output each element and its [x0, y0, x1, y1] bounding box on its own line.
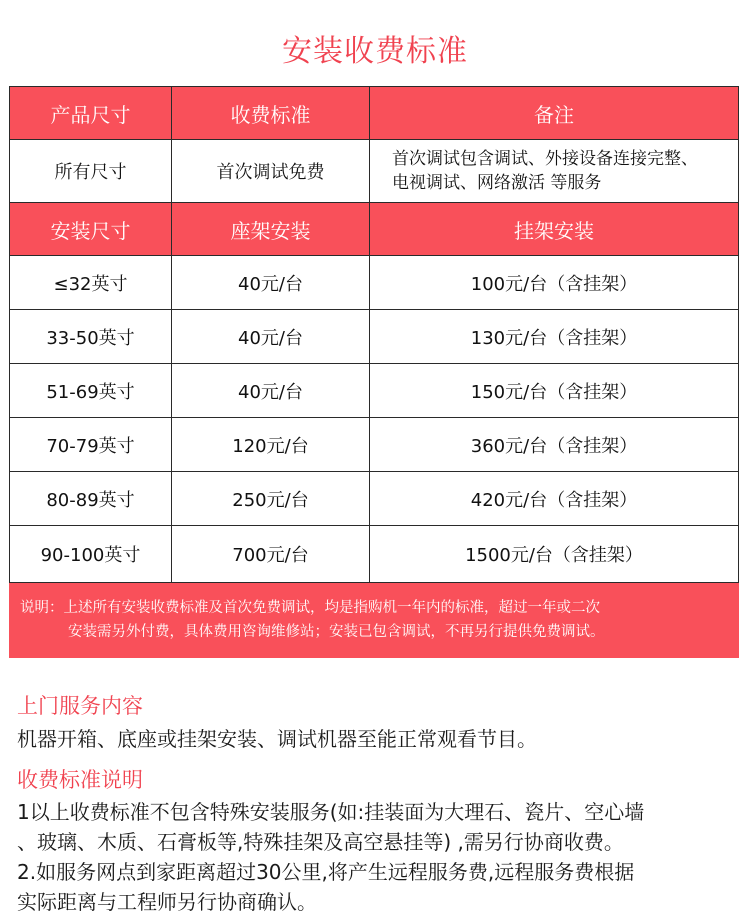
- size-cell: 70-79英寸: [10, 418, 172, 472]
- header-cell: 座架安装: [172, 203, 370, 256]
- header-cell: 产品尺寸: [10, 87, 172, 140]
- standard-line: 、玻璃、木质、石膏板等,特殊挂架及高空悬挂等) ,需另行协商收费。: [17, 830, 624, 854]
- seat-price-cell: 700元/台: [172, 526, 370, 583]
- size-cell: 90-100英寸: [10, 526, 172, 583]
- header-cell: 收费标准: [172, 87, 370, 140]
- table-row: [10, 472, 739, 526]
- standard-heading: 收费标准说明: [17, 768, 143, 792]
- seat-price-cell: 250元/台: [172, 472, 370, 526]
- wall-price-cell: 130元/台（含挂架）: [370, 310, 739, 364]
- wall-price-cell: 150元/台（含挂架）: [370, 364, 739, 418]
- size-cell: 51-69英寸: [10, 364, 172, 418]
- size-cell: 80-89英寸: [10, 472, 172, 526]
- table-note-line: 说明：上述所有安装收费标准及首次免费调试，均是指购机一年内的标准，超过一年或二次: [20, 600, 600, 616]
- seat-price-cell: 120元/台: [172, 418, 370, 472]
- table-header-row: [10, 87, 739, 140]
- table-row: [10, 310, 739, 364]
- size-cell: 33-50英寸: [10, 310, 172, 364]
- size-cell: ≤32英寸: [10, 256, 172, 310]
- table-note-line: 安装需另外付费，具体费用咨询维修站；安装已包含调试，不再另行提供免费调试。: [68, 624, 605, 640]
- header-cell: 挂架安装: [370, 203, 739, 256]
- table-note-row: [10, 583, 739, 658]
- note-line: 首次调试包含调试、外接设备连接完整、: [392, 149, 698, 169]
- wall-price-cell: 360元/台（含挂架）: [370, 418, 739, 472]
- table-row: [10, 418, 739, 472]
- standard-text: [17, 797, 737, 917]
- seat-price-cell: 40元/台: [172, 364, 370, 418]
- note-line: 电视调试、网络激活 等服务: [392, 173, 602, 193]
- table-row: [10, 526, 739, 583]
- size-cell: 所有尺寸: [10, 140, 172, 203]
- service-text: 机器开箱、底座或挂架安装、调试机器至能正常观看节目。: [17, 727, 537, 751]
- table-row: [10, 364, 739, 418]
- page-title: 安装收费标准: [282, 34, 468, 69]
- table-header-row: [10, 203, 739, 256]
- table-note: [10, 583, 739, 658]
- standard-line: 1以上收费标准不包含特殊安装服务(如:挂装面为大理石、瓷片、空心墙: [17, 800, 645, 824]
- seat-price-cell: 40元/台: [172, 310, 370, 364]
- header-cell: 安装尺寸: [10, 203, 172, 256]
- service-heading: 上门服务内容: [17, 694, 143, 718]
- fee-cell: 首次调试免费: [172, 140, 370, 203]
- wall-price-cell: 420元/台（含挂架）: [370, 472, 739, 526]
- table-row: [10, 140, 739, 203]
- wall-price-cell: 100元/台（含挂架）: [370, 256, 739, 310]
- wall-price-cell: 1500元/台（含挂架）: [370, 526, 739, 583]
- seat-price-cell: 40元/台: [172, 256, 370, 310]
- header-cell: 备注: [370, 87, 739, 140]
- table-row: [10, 256, 739, 310]
- standard-line: 2.如服务网点到家距离超过30公里,将产生远程服务费,远程服务费根据: [17, 860, 635, 884]
- price-table: [9, 86, 739, 658]
- standard-line: 实际距离与工程师另行协商确认。: [17, 890, 317, 914]
- note-cell: [370, 140, 739, 203]
